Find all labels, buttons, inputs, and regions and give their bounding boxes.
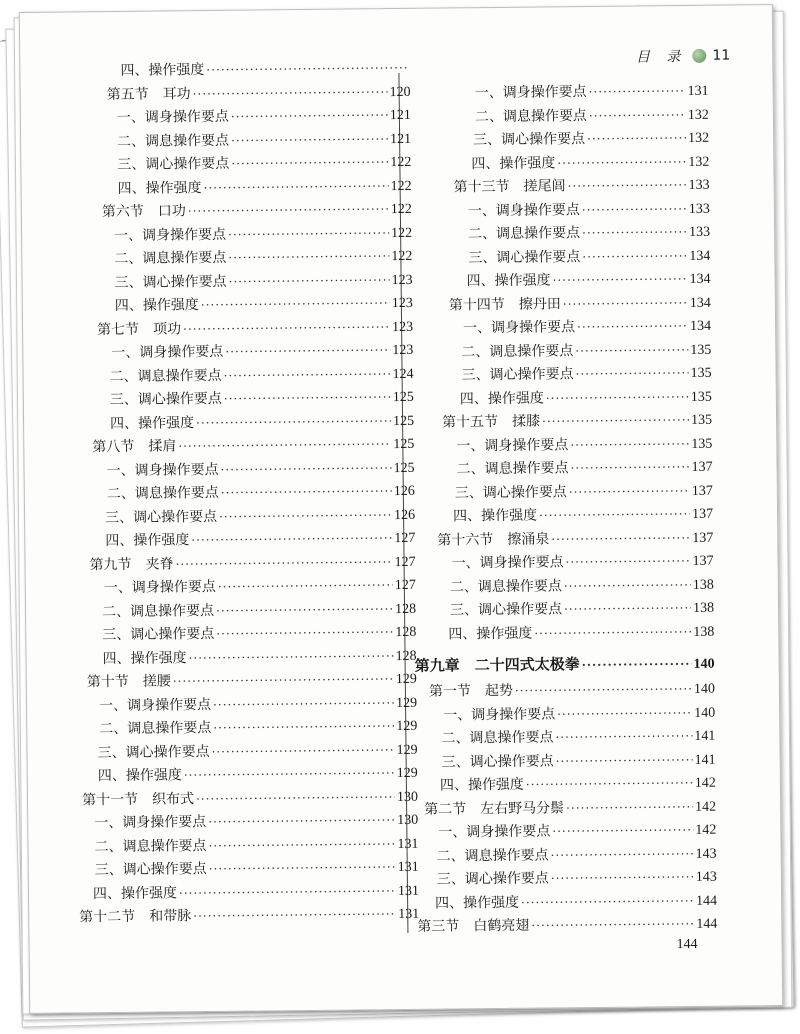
toc-entry-label: 四、操作强度 — [92, 884, 178, 902]
toc-entry-label: 第十三节 搓尾闾 — [453, 178, 566, 196]
toc-entry-label: 第三节 白鹤亮翅 — [417, 917, 530, 935]
toc-entry[interactable] — [390, 244, 710, 271]
toc-leader-dots — [196, 790, 395, 806]
toc-leader-dots — [566, 799, 693, 814]
toc-leader-dots — [208, 837, 395, 853]
toc-entry-page: 121 — [389, 107, 411, 124]
toc-entry-label: 第十节 搓腰 — [86, 673, 171, 691]
toc-entry-page: 131 — [397, 883, 420, 899]
toc-entry-page: 140 — [693, 681, 715, 697]
toc-leader-dots — [188, 649, 393, 665]
toc-leader-dots — [569, 483, 690, 498]
toc-entry-page: 129 — [395, 671, 417, 688]
toc-entry-page: 128 — [394, 601, 417, 617]
toc-entry[interactable] — [390, 174, 710, 201]
toc-entry-page: 138 — [692, 577, 714, 593]
toc-leader-dots — [575, 342, 688, 357]
toc-entry-page: 142 — [695, 799, 717, 815]
toc-entry-page: 120 — [389, 84, 411, 100]
toc-entry-label: 四、操作强度 — [459, 389, 544, 407]
toc-leader-dots — [221, 461, 392, 477]
toc-entry-page: 135 — [691, 412, 713, 428]
toc-entry-page: 130 — [396, 789, 419, 805]
toc-entry[interactable] — [394, 620, 714, 647]
toc-entry[interactable] — [395, 725, 715, 752]
toc-entry-label: 四、操作强度 — [117, 179, 202, 197]
toc-entry-label: 一、调身操作要点 — [456, 436, 569, 454]
toc-entry-label: 第六节 口功 — [101, 203, 186, 221]
toc-leader-dots — [531, 917, 694, 933]
toc-entry-page: 129 — [396, 765, 418, 782]
toc-leader-dots — [231, 108, 388, 124]
toc-entry-label: 二、调息操作要点 — [436, 846, 549, 865]
toc-entry-label: 二、调息操作要点 — [109, 367, 222, 385]
toc-entry-page: 131 — [397, 836, 419, 852]
toc-entry-label: 三、调心操作要点 — [97, 743, 210, 761]
toc-leader-dots — [179, 884, 396, 900]
toc-entry-page: 142 — [695, 822, 717, 838]
toc-leader-dots — [587, 131, 686, 146]
toc-leader-dots — [175, 555, 392, 571]
toc-entry-label: 一、调身操作要点 — [443, 705, 556, 724]
toc-entry-label: 第十二节 和带脉 — [79, 908, 192, 926]
toc-entry-page: 124 — [392, 366, 414, 382]
toc-leader-dots — [173, 672, 394, 688]
toc-leader-dots — [582, 248, 687, 263]
toc-entry-page: 135 — [690, 389, 712, 405]
toc-entry-label: 一、调身操作要点 — [106, 461, 219, 479]
toc-leader-dots — [515, 682, 692, 698]
toc-leader-dots — [201, 296, 390, 312]
toc-entry-page: 125 — [392, 389, 414, 406]
toc-entry[interactable] — [393, 479, 713, 506]
toc-leader-dots — [218, 578, 393, 594]
toc-entry-label: 一、调身操作要点 — [103, 578, 216, 597]
toc-entry-page: 134 — [689, 295, 711, 311]
toc-entry[interactable] — [391, 291, 711, 318]
toc-entry-label: 一、调身操作要点 — [94, 814, 207, 832]
toc-leader-dots — [204, 179, 389, 195]
toc-entry-label: 第九章 二十四式太极拳 — [414, 655, 580, 675]
toc-leader-dots — [231, 132, 388, 148]
page-header — [636, 46, 730, 67]
toc-page — [19, 4, 783, 1014]
toc-entry-page: 122 — [390, 154, 412, 171]
toc-entry-label: 三、调心操作要点 — [114, 273, 227, 291]
toc-entry-page: 122 — [390, 178, 412, 194]
toc-entry-label: 第九节 夹脊 — [89, 555, 174, 573]
toc-leader-dots — [209, 860, 396, 876]
toc-entry-label: 三、调心操作要点 — [449, 601, 563, 619]
toc-leader-dots — [582, 657, 692, 672]
toc-entry-label: 二、调息操作要点 — [117, 132, 230, 150]
toc-entry-page: 135 — [690, 365, 712, 381]
toc-entry-label: 二、调息操作要点 — [114, 249, 227, 267]
toc-entry-page: 122 — [391, 225, 413, 241]
toc-leader-dots — [564, 601, 691, 616]
toc-leader-dots — [551, 870, 694, 885]
toc-leader-dots — [582, 225, 687, 240]
toc-leader-dots — [231, 155, 388, 171]
toc-entry-label: 一、调身操作要点 — [438, 823, 551, 841]
toc-entry-label: 三、调心操作要点 — [117, 155, 230, 173]
toc-entry[interactable] — [397, 866, 717, 893]
toc-entry[interactable] — [392, 385, 712, 412]
toc-leader-dots — [184, 766, 395, 782]
toc-entry[interactable] — [397, 842, 717, 869]
toc-leader-dots — [224, 390, 391, 406]
toc-entry-label: 第八节 揉肩 — [92, 438, 177, 456]
toc-entry-label: 三、调心操作要点 — [102, 625, 215, 644]
toc-entry-label: 四、操作强度 — [97, 767, 182, 785]
toc-entry-page: 141 — [694, 752, 716, 768]
toc-leader-dots — [208, 813, 395, 829]
toc-entry[interactable] — [397, 913, 717, 940]
toc-entry[interactable] — [393, 550, 713, 577]
toc-entry-label: 第十一节 织布式 — [81, 790, 195, 808]
toc-leader-dots — [219, 508, 392, 524]
toc-entry-page: 128 — [395, 648, 417, 664]
toc-leader-dots — [564, 577, 691, 592]
toc-entry-page: 137 — [691, 483, 713, 499]
toc-entry-label: 四、操作强度 — [120, 62, 205, 79]
globe-icon — [692, 49, 706, 63]
toc-entry-label: 二、调息操作要点 — [106, 484, 219, 503]
toc-entry[interactable] — [396, 748, 716, 775]
toc-leader-dots — [552, 823, 693, 838]
toc-entry-label: 三、调心操作要点 — [468, 248, 581, 266]
toc-leader-dots — [193, 907, 396, 923]
toc-entry-page: 122 — [391, 248, 413, 265]
toc-entry-label: 三、调心操作要点 — [94, 861, 207, 879]
toc-leader-dots — [193, 85, 388, 101]
toc-entry-page: 132 — [688, 154, 710, 170]
toc-leader-dots — [576, 366, 689, 381]
toc-entry-page: 138 — [693, 624, 715, 640]
toc-entry[interactable] — [397, 889, 717, 916]
toc-entry-page: 125 — [393, 413, 415, 429]
toc-leader-dots — [546, 389, 689, 404]
toc-entry-page: 135 — [690, 342, 712, 358]
toc-entry-page: 129 — [396, 718, 418, 735]
toc-entry-label: 一、调身操作要点 — [111, 343, 224, 362]
toc-entry-label: 一、调身操作要点 — [463, 319, 576, 337]
toc-entry-page: 144 — [676, 936, 698, 952]
toc-entry[interactable] — [69, 903, 419, 930]
toc-entry-page: 143 — [695, 869, 717, 885]
toc-entry[interactable] — [391, 338, 711, 365]
toc-leader-dots — [551, 530, 690, 545]
toc-leader-dots — [589, 107, 686, 122]
toc-entry[interactable] — [392, 456, 712, 483]
toc-leader-dots — [539, 507, 690, 523]
toc-entry-label: 第十六节 擦涌泉 — [437, 530, 550, 549]
toc-leader-dots — [213, 696, 394, 712]
toc-entry-page: 134 — [689, 248, 711, 264]
toc-entry-label: 第二节 左右野马分鬃 — [424, 799, 565, 818]
toc-leader-dots — [571, 460, 690, 475]
toc-entry-label: 一、调身操作要点 — [114, 226, 227, 244]
toc-entry-label: 二、调息操作要点 — [99, 719, 212, 738]
toc-entry[interactable] — [394, 597, 714, 624]
toc-entry-label: 二、调息操作要点 — [461, 342, 574, 360]
toc-entry-page: 134 — [690, 318, 712, 334]
toc-entry-page: 131 — [398, 906, 420, 923]
toc-entry-page: 126 — [393, 483, 415, 500]
toc-leader-dots — [196, 414, 391, 430]
toc-left-column — [60, 57, 420, 930]
toc-leader-dots — [582, 201, 687, 216]
toc-entry-label: 四、操作强度 — [439, 776, 524, 794]
toc-leader-dots — [568, 178, 687, 193]
toc-entry-page: 133 — [688, 201, 710, 217]
toc-right-column — [389, 80, 718, 963]
toc-entry-page: 123 — [391, 272, 413, 288]
toc-entry-label: 三、调心操作要点 — [454, 483, 567, 501]
toc-entry[interactable] — [392, 409, 712, 436]
toc-leader-dots — [216, 625, 393, 641]
toc-entry-page: 125 — [393, 460, 415, 476]
toc-entry-page: 122 — [390, 201, 412, 218]
toc-leader-dots — [213, 719, 394, 735]
toc-entry-label: 第十五节 揉膝 — [442, 413, 541, 431]
toc-entry-label: 第十四节 擦丹田 — [448, 295, 561, 313]
toc-leader-dots — [551, 846, 694, 861]
toc-entry-label: 一、调身操作要点 — [116, 108, 229, 126]
toc-entry[interactable] — [390, 221, 710, 248]
toc-entry-page: 144 — [696, 893, 718, 909]
toc-entry-label: 三、调心操作要点 — [461, 366, 574, 384]
toc-entry-label: 四、操作强度 — [471, 154, 556, 172]
toc-entry[interactable] — [396, 819, 716, 846]
toc-entry-page: 127 — [394, 554, 416, 570]
toc-leader-dots — [191, 531, 392, 547]
toc-leader-dots — [542, 413, 689, 429]
toc-entry-label: 二、调息操作要点 — [474, 107, 587, 125]
toc-entry[interactable] — [389, 150, 709, 177]
toc-entry-label: 二、调息操作要点 — [101, 602, 215, 620]
toc-entry[interactable] — [391, 268, 711, 295]
header-page-number: 11 — [712, 47, 731, 64]
toc-entry-label: 二、调息操作要点 — [468, 225, 581, 243]
toc-entry-page: 137 — [692, 553, 714, 569]
toc-leader-dots — [225, 343, 390, 359]
toc-entry-page: 131 — [397, 859, 419, 876]
toc-entry-page: 128 — [395, 624, 417, 641]
toc-entry-label: 二、调息操作要点 — [449, 577, 562, 595]
toc-entry-label: 三、调心操作要点 — [109, 390, 222, 409]
toc-entry-page: 137 — [692, 530, 714, 546]
toc-entry-label: 四、操作强度 — [435, 894, 520, 912]
toc-entry-label: 四、操作强度 — [466, 272, 551, 290]
toc-entry[interactable] — [396, 795, 716, 822]
toc-leader-dots — [557, 154, 686, 169]
toc-leader-dots — [577, 319, 688, 334]
toc-entry-page: 132 — [688, 130, 710, 146]
toc-entry[interactable] — [395, 678, 715, 705]
toc-entry-page: 138 — [692, 600, 715, 616]
header-title: 目 录 — [635, 48, 687, 66]
toc-leader-dots — [553, 272, 688, 287]
toc-entry-page: 133 — [688, 177, 710, 193]
toc-entry-label: 第一节 起势 — [428, 682, 513, 700]
toc-leader-dots — [211, 743, 394, 759]
toc-entry-page: 144 — [696, 916, 718, 932]
toc-entry[interactable] — [389, 80, 709, 107]
toc-entry-label: 三、调心操作要点 — [104, 508, 218, 526]
toc-leader-dots — [228, 226, 389, 242]
toc-entry-page: 127 — [394, 530, 416, 547]
toc-entry-label: 三、调心操作要点 — [441, 752, 554, 771]
toc-entry-page: 142 — [694, 775, 716, 791]
toc-entry[interactable] — [393, 503, 713, 530]
toc-leader-dots — [178, 437, 391, 453]
toc-leader-dots — [563, 295, 688, 310]
toc-entry-page: 123 — [392, 319, 414, 335]
toc-leader-dots — [216, 602, 393, 618]
toc-entry-page: 125 — [393, 436, 415, 453]
toc-leader-dots — [521, 893, 694, 909]
toc-entry-label: 三、调心操作要点 — [436, 870, 549, 888]
toc-leader-dots — [556, 752, 693, 767]
toc-entry-page: 137 — [691, 459, 713, 475]
toc-entry-page: 143 — [695, 846, 717, 862]
toc-trailing-page — [398, 936, 698, 963]
toc-entry-label: 二、调息操作要点 — [456, 460, 569, 478]
toc-leader-dots — [570, 436, 689, 451]
toc-entry[interactable] — [394, 573, 714, 600]
toc-entry-label: 一、调身操作要点 — [467, 201, 580, 219]
toc-entry[interactable] — [393, 526, 713, 553]
toc-entry-page: 127 — [394, 577, 416, 594]
toc-leader-dots — [526, 776, 693, 792]
toc-entry-page: 130 — [397, 812, 419, 829]
toc-entry-label: 二、调息操作要点 — [94, 837, 207, 855]
toc-entry-page: 121 — [390, 131, 412, 147]
toc-entry-page: 135 — [691, 436, 713, 452]
toc-entry[interactable] — [396, 772, 716, 799]
toc-entry[interactable] — [389, 103, 709, 130]
toc-entry-page: 129 — [396, 742, 418, 758]
toc-entry-label: 四、操作强度 — [105, 532, 190, 550]
toc-leader-dots — [188, 202, 389, 218]
toc-entry-page: 131 — [687, 83, 709, 99]
toc-leader-dots — [555, 729, 692, 744]
toc-entry[interactable] — [392, 432, 712, 459]
toc-entry[interactable] — [389, 127, 709, 154]
toc-entry-label: 一、调身操作要点 — [474, 84, 587, 102]
toc-leader-dots — [224, 367, 391, 383]
toc-leader-dots — [221, 484, 392, 500]
toc-leader-dots — [206, 61, 408, 77]
toc-entry-label: 四、操作强度 — [102, 649, 187, 667]
toc-leader-dots — [228, 249, 389, 265]
toc-entry-label: 第七节 项功 — [97, 320, 182, 338]
toc-chapter-entry[interactable] — [395, 652, 715, 681]
toc-entry-label: 四、操作强度 — [452, 507, 538, 525]
toc-entry-label: 四、操作强度 — [110, 414, 195, 432]
toc-entry[interactable] — [391, 362, 711, 389]
toc-leader-dots — [589, 84, 686, 99]
toc-entry-page: 140 — [694, 705, 716, 721]
toc-leader-dots — [183, 320, 390, 336]
toc-entry-label: 二、调息操作要点 — [441, 729, 554, 747]
toc-entry-label: 四、操作强度 — [114, 297, 199, 314]
toc-entry[interactable] — [390, 197, 710, 224]
toc-entry-page: 137 — [691, 506, 714, 522]
toc-leader-dots — [534, 624, 691, 640]
toc-entry-page: 132 — [687, 107, 709, 123]
toc-leader-dots — [565, 554, 690, 569]
toc-entry-page: 141 — [694, 728, 716, 744]
toc-entry-page: 123 — [391, 295, 413, 312]
toc-entry-page: 129 — [395, 695, 418, 711]
toc-entry-page: 133 — [689, 224, 711, 240]
toc-entry-page: 140 — [693, 656, 715, 672]
toc-entry-label: 三、调心操作要点 — [473, 131, 586, 149]
toc-entry-page: 123 — [392, 342, 414, 359]
toc-entry-page: 126 — [393, 507, 416, 523]
toc-entry-label: 第五节 耳功 — [106, 85, 191, 103]
toc-entry-label: 一、调身操作要点 — [451, 554, 564, 572]
toc-entry-label: 一、调身操作要点 — [98, 696, 212, 714]
toc-entry[interactable] — [395, 701, 715, 728]
toc-entry[interactable] — [391, 315, 711, 342]
toc-entry-label: 四、操作强度 — [448, 625, 533, 643]
toc-leader-dots — [229, 273, 390, 289]
toc-leader-dots — [557, 705, 692, 720]
toc-entry-page: 134 — [689, 271, 711, 287]
